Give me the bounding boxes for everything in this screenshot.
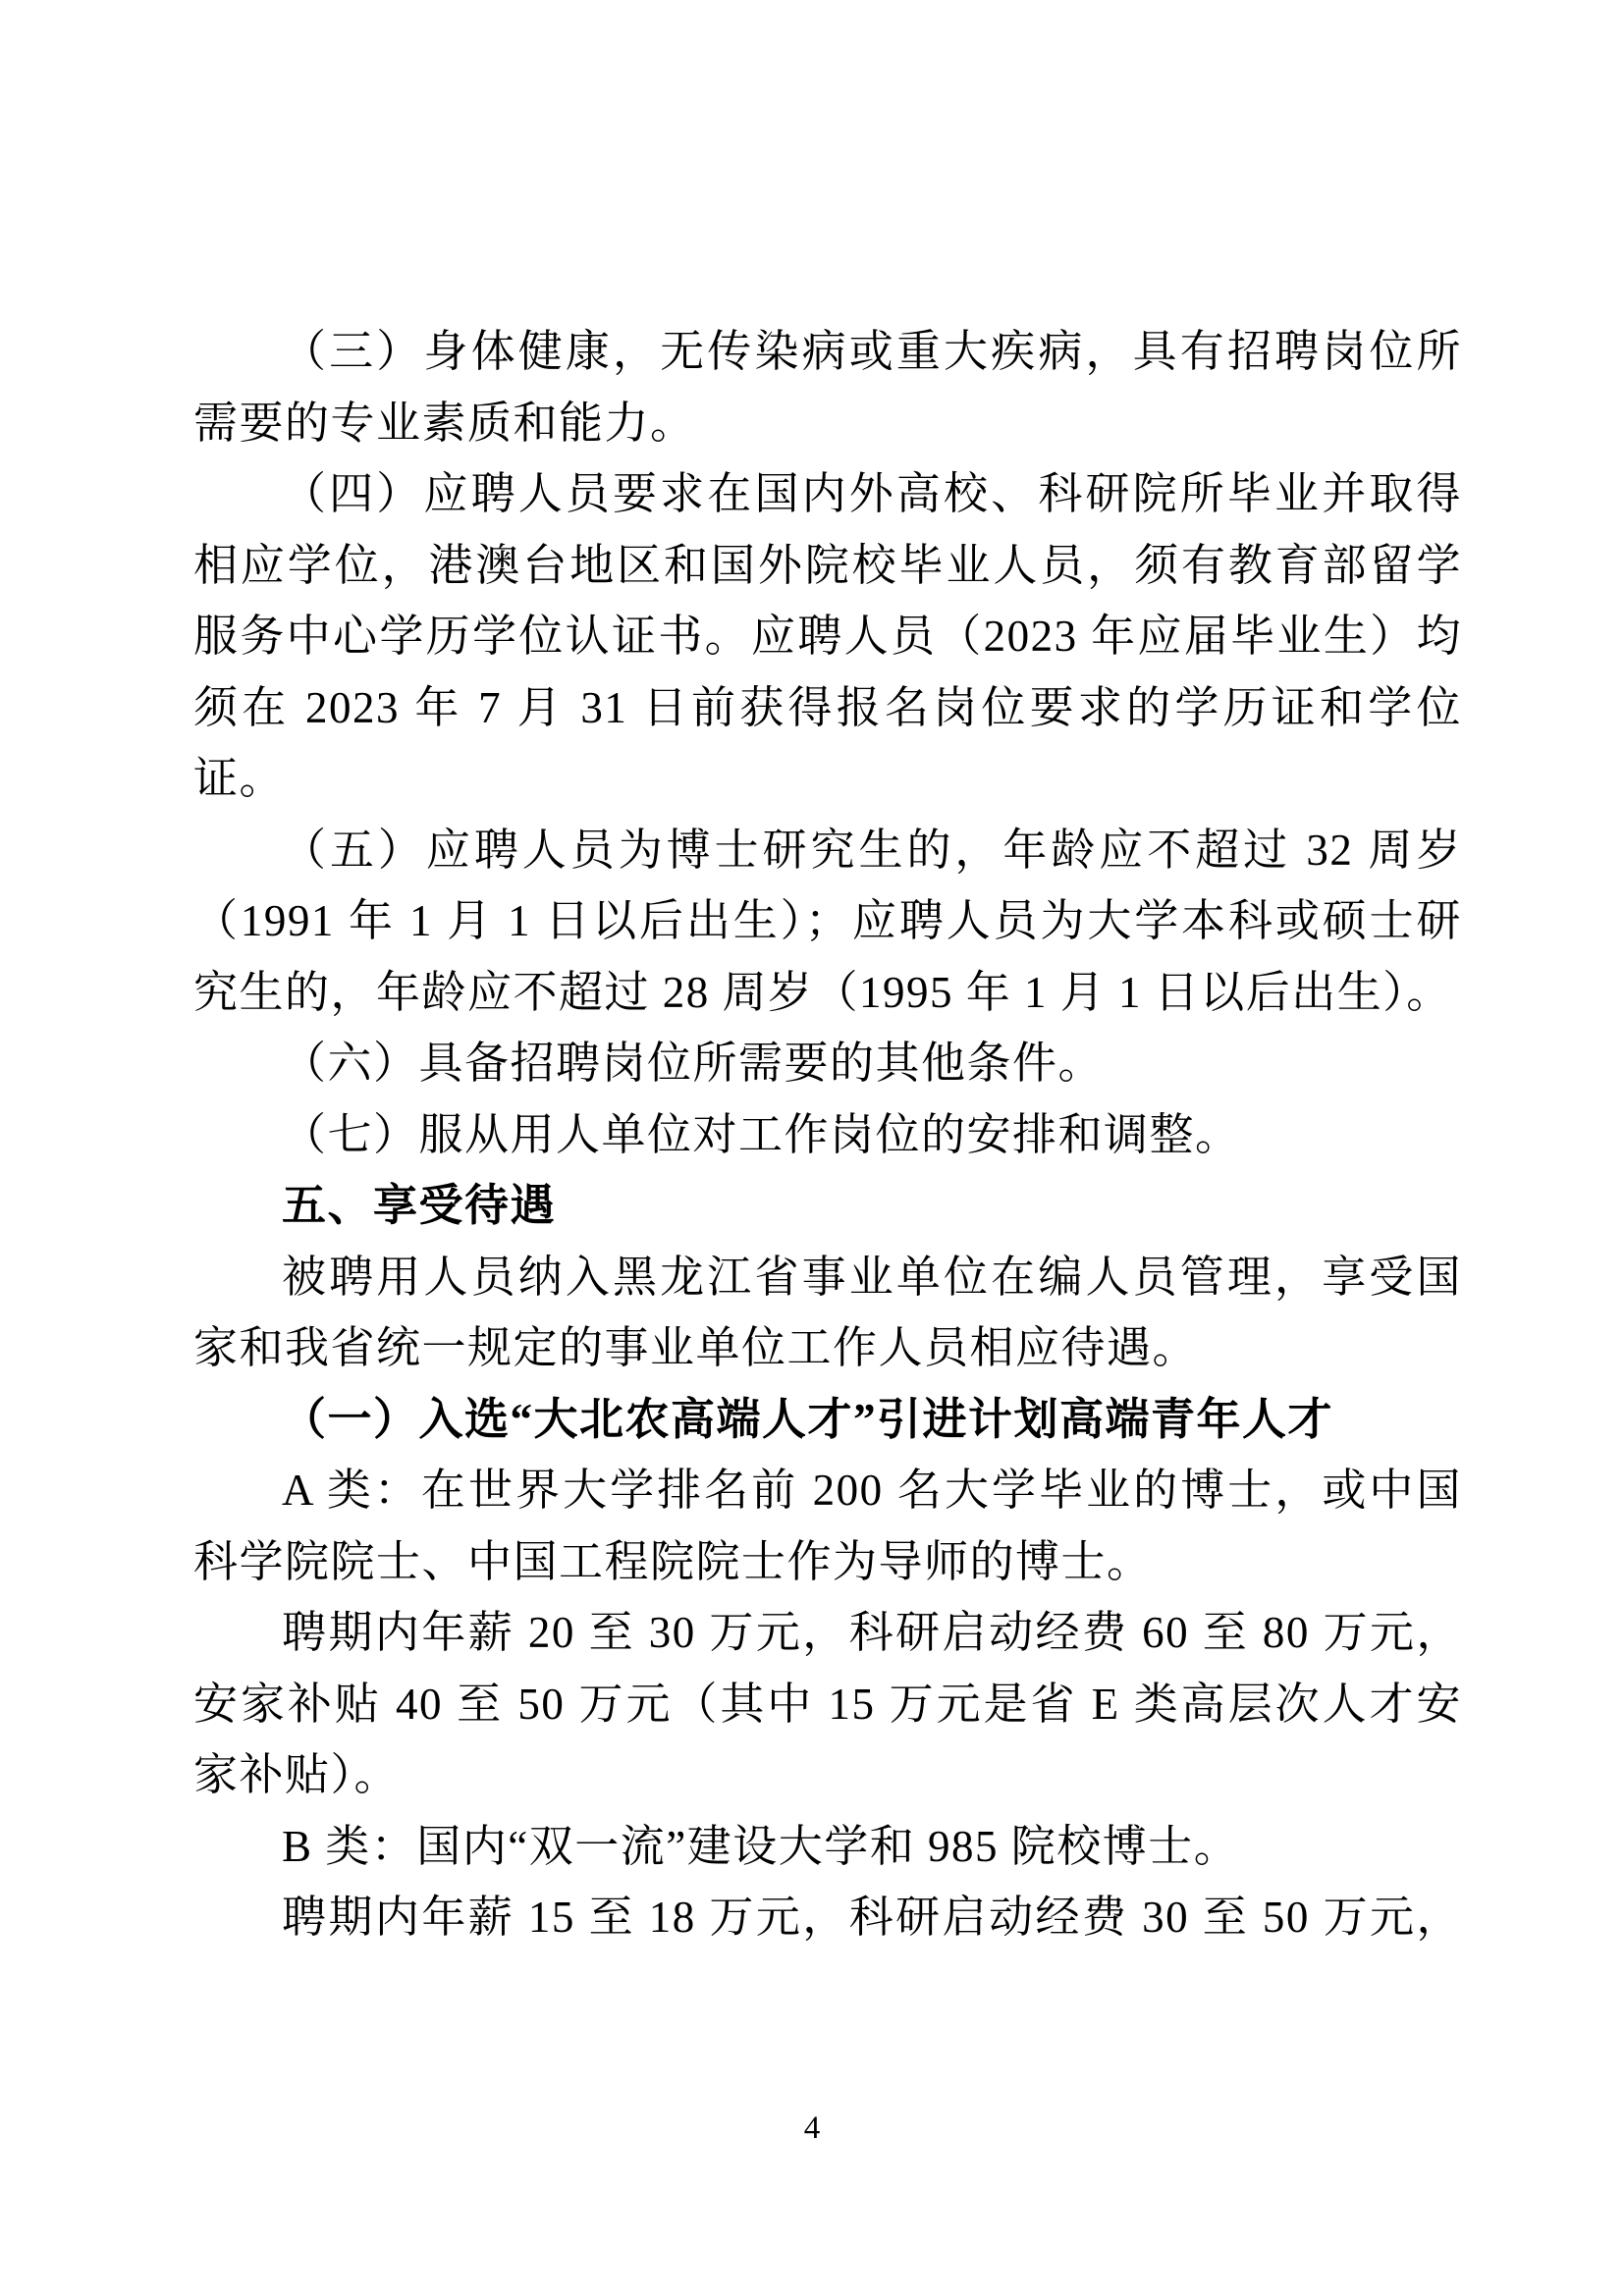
paragraph-item-6-other: （六）具备招聘岗位所需要的其他条件。 [282,1039,1105,1088]
subsection-heading-talent-plan: （一）入选“大北农高端人才”引进计划高端青年人才 [282,1394,1334,1444]
paragraph-item-3-health: （三）身体健康，无传染病或重大疾病，具有招聘岗位所需要的专业素质和能力。 [193,327,1462,448]
paragraph-item-5-age: （五）应聘人员为博士研究生的，年龄应不超过 32 周岁（1991 年 1 月 1 日以后出生）；应聘人员为大学本科或硕士研究生的，年龄应不超过 28 周岁（1995 年 1 月 1 日以后出生）。 [193,825,1462,1017]
paragraph-class-b-benefits: 聘期内年薪 15 至 18 万元，科研启动经费 30 至 50 万元， [282,1893,1462,1942]
section-heading-benefits: 五、享受待遇 [282,1180,557,1230]
paragraph-class-a-benefits: 聘期内年薪 20 至 30 万元，科研启动经费 60 至 80 万元，安家补贴 40 至 50 万元（其中 15 万元是省 E 类高层次人才安家补贴）。 [193,1608,1462,1799]
paragraph-item-4-degree: （四）应聘人员要求在国内外高校、科研院所毕业并取得相应学位，港澳台地区和国外院校毕业人员，须有教育部留学服务中心学历学位认证书。应聘人员（2023 年应届毕业生）均须在 2023 年 7 月 31 日前获得报名岗位要求的学历证和学位证。 [193,469,1462,803]
page-number: 4 [803,2110,821,2146]
paragraph-class-a: A 类：在世界大学排名前 200 名大学毕业的博士，或中国科学院院士、中国工程院院士作为导师的博士。 [193,1466,1462,1586]
paragraph-class-b: B 类：国内“双一流”建设大学和 985 院校博士。 [282,1821,1240,1871]
document-body [193,316,1462,1953]
page-footer [0,2110,1624,2147]
paragraph-item-7-obey: （七）服从用人单位对工作岗位的安排和调整。 [282,1109,1241,1159]
paragraph-benefits-intro: 被聘用人员纳入黑龙江省事业单位在编人员管理，享受国家和我省统一规定的事业单位工作人员相应待遇。 [193,1252,1462,1372]
